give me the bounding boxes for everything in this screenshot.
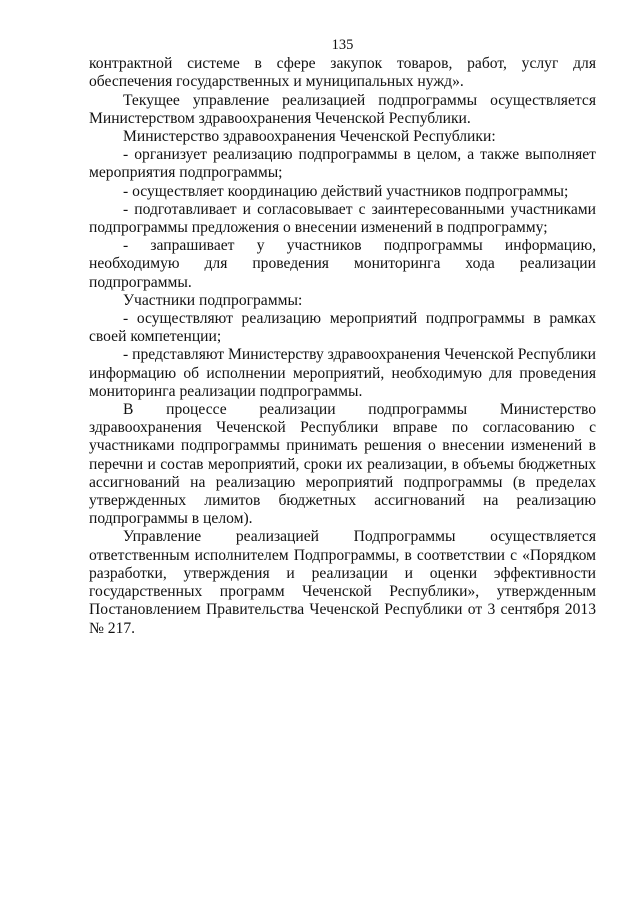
- page-number: 135: [331, 37, 354, 53]
- list-item-implement: - осуществляют реализацию мероприятий подпрограммы в рамках своей компетенции;: [89, 310, 596, 346]
- list-item-report: - представляют Министерству здравоохранения Чеченской Республики информацию об исполнении мероприятий, необходимую для проведения мониторинга реализации подпрограммы.: [89, 346, 596, 400]
- paragraph-current-management: Текущее управление реализацией подпрограммы осуществляется Министерством здравоохранения Чеченской Республики.: [89, 91, 596, 127]
- paragraph-process: В процессе реализации подпрограммы Министерство здравоохранения Чеченской Республики вправе по согласованию с участниками подпрограммы принимать решения о внесении изменений в перечни и состав мероприятий, сроки их реализации, в объемы бюджетных ассигнований на реализацию мероприятий подпрограммы (в пределах утвержденных лимитов бюджетных ассигнований на реализацию подпрограммы в целом).: [89, 401, 596, 528]
- list-item-coordinates: - осуществляет координацию действий участников подпрограммы;: [123, 182, 569, 200]
- list-item-prepares: - подготавливает и согласовывает с заинтересованными участниками подпрограммы предложения о внесении изменений в подпрограмму;: [89, 200, 596, 237]
- list-item-requests: - запрашивает у участников подпрограммы информацию, необходимую для проведения мониторинга хода реализации подпрограммы.: [89, 237, 596, 291]
- paragraph-management-responsible: Управление реализацией Подпрограммы осуществляется ответственным исполнителем Подпрограммы, в соответствии с «Порядком разработки, утверждения и реализации и оценки эффективности государственных программ Чеченской Республики», утвержденным Постановлением Правительства Чеченской Республики от 3 сентября 2013 № 217.: [89, 528, 596, 637]
- paragraph-continuation: контрактной системе в сфере закупок товаров, работ, услуг для обеспечения государственных и муниципальных нужд».: [89, 55, 596, 91]
- list-item-organizes: - организует реализацию подпрограммы в целом, а также выполняет мероприятия подпрограммы;: [89, 146, 596, 182]
- paragraph-ministry-heading: Министерство здравоохранения Чеченской Республики:: [123, 128, 496, 146]
- paragraph-participants-heading: Участники подпрограммы:: [123, 291, 303, 309]
- document-page: [89, 36, 596, 638]
